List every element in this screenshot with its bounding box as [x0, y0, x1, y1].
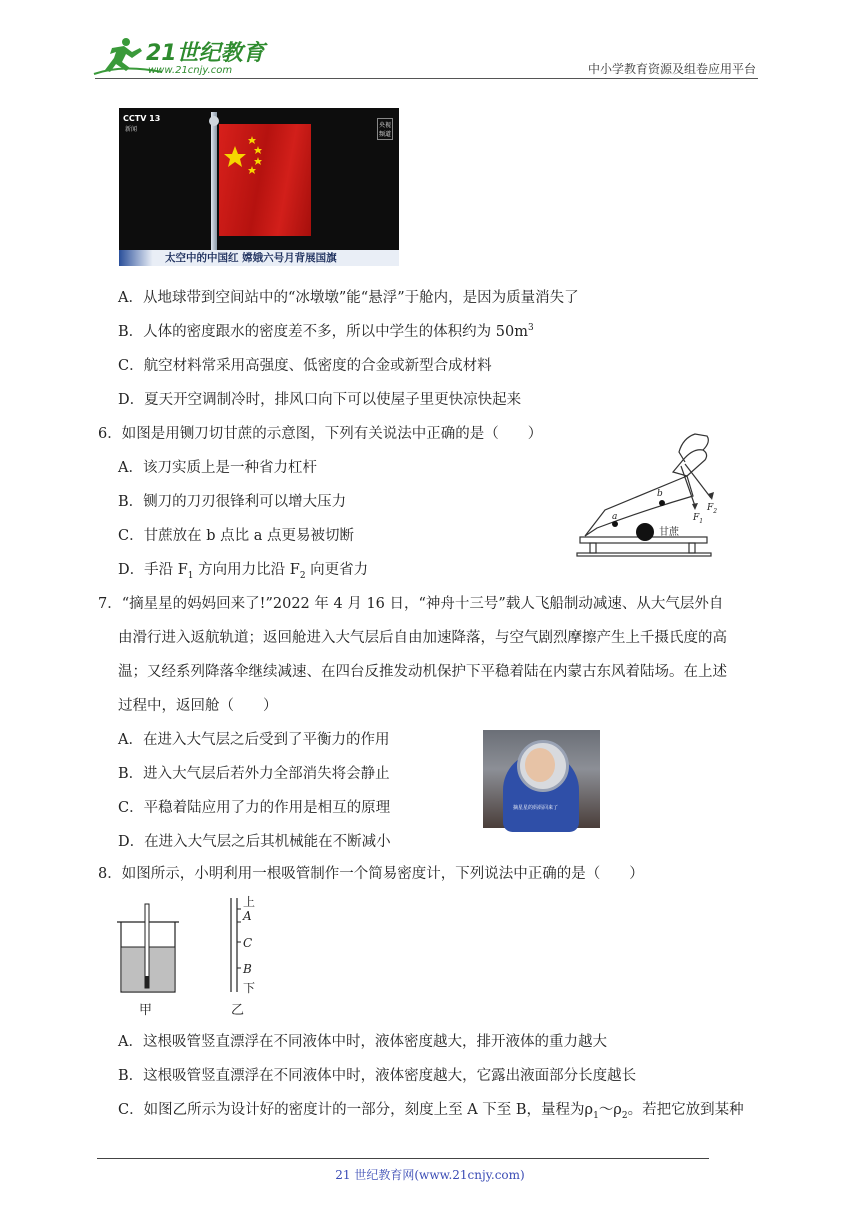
q6-d-part2: 方向用力比沿 F — [193, 562, 300, 578]
svg-text:www.21cnjy.com: www.21cnjy.com — [148, 65, 233, 76]
svg-text:B: B — [243, 962, 252, 976]
densimeter-figure — [115, 892, 275, 1020]
svg-text:21世纪教育: 21世纪教育 — [146, 41, 265, 66]
q8-option-c — [118, 1098, 744, 1121]
channel-logo: CCTV 13 — [123, 114, 161, 123]
q7-stem-line3: 温；又经系列降落伞继续减速、在四台反推发动机保护下平稳着陆在内蒙古东风着陆场。在上述 — [118, 664, 727, 680]
face — [525, 748, 555, 782]
q7-option-c: C．平稳着陆应用了力的作用是相互的原理 — [118, 800, 391, 816]
svg-text:A: A — [243, 909, 252, 923]
channel-sub: 新闻 — [125, 126, 138, 133]
chinese-flag — [219, 124, 311, 236]
q8-option-a: A．这根吸管竖直漂浮在不同液体中时，液体密度越大，排开液体的重力越大 — [118, 1034, 607, 1050]
flag-pole — [211, 112, 217, 250]
svg-text:乙: 乙 — [231, 1003, 245, 1018]
astronaut-photo — [483, 730, 600, 828]
q8-c-part2: ～ρ — [598, 1102, 622, 1118]
flag-caption: 太空中的中国红 嫦娥六号月背展国旗 — [165, 252, 337, 264]
svg-text:甲: 甲 — [139, 1003, 153, 1018]
q7-option-a: A．在进入大气层之后受到了平衡力的作用 — [118, 732, 390, 748]
q7-stem-line2: 由滑行进入返航轨道；返回舱进入大气层后自由加速降落，与空气剧烈摩擦产生上千摄氏度的高 — [118, 630, 727, 646]
q6-option-a: A．该刀实质上是一种省力杠杆 — [118, 460, 317, 476]
svg-text:甘蔗: 甘蔗 — [659, 527, 679, 538]
q5-option-c: C．航空材料常采用高强度、低密度的合金或新型合成材料 — [118, 358, 492, 374]
q6-d-sub2: 2 — [299, 570, 306, 581]
q6-option-c: C．甘蔗放在 b 点比 a 点更易被切断 — [118, 528, 354, 544]
q5-option-b-sup: 3 — [527, 323, 534, 334]
q6-option-b: B．铡刀的刀刃很锋利可以增大压力 — [118, 494, 347, 510]
q6-d-part3: 向更省力 — [305, 562, 369, 578]
q7-option-b: B．进入大气层后若外力全部消失将会静止 — [118, 766, 390, 782]
header-divider — [95, 78, 758, 79]
flag-photo — [119, 108, 399, 266]
q6-d-sub1: 1 — [187, 570, 194, 581]
q6-stem: 6．如图是用铡刀切甘蔗的示意图，下列有关说法中正确的是（ ） — [98, 426, 543, 442]
platform-name: 中小学教育资源及组卷应用平台 — [587, 62, 756, 76]
footer-divider — [97, 1158, 709, 1159]
q8-c-sub1: 1 — [593, 1110, 599, 1121]
q5-option-a: A．从地球带到空间站中的“冰墩墩”能“悬浮”于舱内，是因为质量消失了 — [118, 290, 579, 306]
q8-option-b: B．这根吸管竖直漂浮在不同液体中时，液体密度越大，它露出液面部分长度越长 — [118, 1068, 637, 1084]
svg-text:C: C — [243, 936, 253, 950]
site-logo — [92, 34, 265, 78]
svg-text:下: 下 — [243, 981, 256, 995]
q5-option-b — [118, 320, 534, 341]
live-badge-line2: 频道 — [378, 131, 391, 138]
svg-text:a: a — [612, 512, 618, 522]
svg-text:F2: $F_2$ — [707, 503, 718, 515]
q5-option-d: D．夏天开空调制冷时，排风口向下可以使屋子里更快凉快起来 — [118, 392, 522, 408]
q8-c-part3: 。若把它放到某种 — [627, 1102, 744, 1118]
q7-option-d: D．在进入大气层之后其机械能在不断减小 — [118, 834, 391, 850]
q8-stem: 8．如图所示，小明利用一根吸管制作一个简易密度计，下列说法中正确的是（ ） — [98, 866, 644, 882]
q8-c-part1: C．如图乙所示为设计好的密度计的一部分，刻度上至 A 下至 B，量程为ρ — [118, 1102, 594, 1118]
footer-text: 21 世纪教育网(www.21cnjy.com) — [335, 1168, 525, 1182]
q6-d-part1: D．手沿 F — [118, 562, 188, 578]
pole-tip — [209, 116, 219, 126]
svg-text:b: b — [657, 489, 663, 499]
q5-option-b-text: B．人体的密度跟水的密度差不多，所以中学生的体积约为 50m — [118, 324, 528, 340]
live-badge — [377, 118, 393, 140]
q7-stem-line4: 过程中，返回舱（ ） — [118, 698, 278, 714]
svg-text:F1: $F_1$ — [693, 513, 704, 525]
q7-stem-line1: 7．“摘星星的妈妈回来了!”2022 年 4 月 16 日，“神舟十三号”载人飞船制动减速、从大气层外自 — [98, 596, 724, 612]
live-badge-line1: 央视 — [378, 122, 391, 129]
photo-caption: 摘星星的妈妈回来了 — [513, 805, 559, 811]
q8-c-sub2: 2 — [621, 1110, 628, 1121]
svg-text:上: 上 — [243, 895, 256, 909]
q6-option-d — [118, 558, 368, 581]
guillotine-figure — [575, 432, 718, 562]
